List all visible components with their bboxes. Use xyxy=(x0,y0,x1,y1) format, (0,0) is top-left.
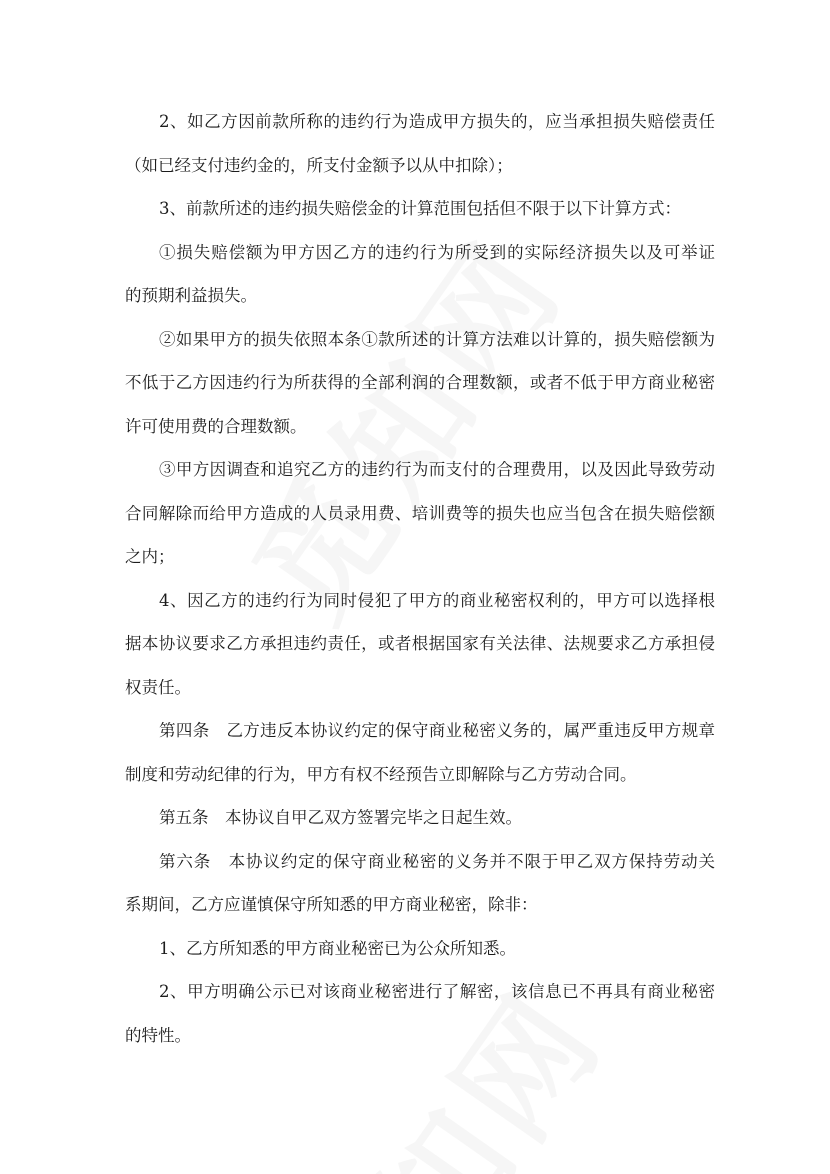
paragraph-line: 制度和劳动纪律的行为，甲方有权不经预告立即解除与乙方劳动合同。 xyxy=(125,764,637,784)
paragraph-article-6 xyxy=(125,840,715,927)
paragraph-line: 权责任。 xyxy=(125,677,191,697)
document-body xyxy=(125,100,715,1057)
paragraph-line: 合同解除而给甲方造成的人员录用费、培训费等的损失也应当包含在损失赔偿额 xyxy=(125,503,715,523)
paragraph-line: 4、因乙方的违约行为同时侵犯了甲方的商业秘密权利的，甲方可以选择根 xyxy=(159,590,715,610)
paragraph-item-2 xyxy=(125,318,715,449)
paragraph-line: 之内； xyxy=(125,547,175,566)
paragraph-line: 1、乙方所知悉的甲方商业秘密已为公众所知悉。 xyxy=(159,938,516,958)
paragraph-line: ①损失赔偿额为甲方因乙方的违约行为所受到的实际经济损失以及可举证 xyxy=(159,242,715,262)
paragraph-clause-2 xyxy=(125,100,715,187)
paragraph-item-3 xyxy=(125,448,715,579)
paragraph-line: 系期间，乙方应谨慎保守所知悉的甲方商业秘密，除非： xyxy=(125,895,538,914)
paragraph-line: 的特性。 xyxy=(125,1025,191,1045)
paragraph-exception-2 xyxy=(125,970,715,1057)
paragraph-line: 据本协议要求乙方承担违约责任，或者根据国家有关法律、法规要求乙方承担侵 xyxy=(125,634,715,653)
paragraph-line: ③甲方因调查和追究乙方的违约行为而支付的合理费用，以及因此导致劳动 xyxy=(159,460,715,479)
paragraph-exception-1 xyxy=(125,927,715,971)
paragraph-line: ②如果甲方的损失依照本条①款所述的计算方法难以计算的，损失赔偿额为 xyxy=(159,329,715,349)
paragraph-line: 2、甲方明确公示已对该商业秘密进行了解密，该信息已不再具有商业秘密 xyxy=(159,982,715,1001)
paragraph-line: 不低于乙方因违约行为所获得的全部利润的合理数额，或者不低于甲方商业秘密 xyxy=(125,373,715,392)
paragraph-clause-4 xyxy=(125,579,715,710)
paragraph-line: 2、如乙方因前款所称的违约行为造成甲方损失的，应当承担损失赔偿责任 xyxy=(159,112,715,131)
paragraph-line: 第六条 本协议约定的保守商业秘密的义务并不限于甲乙双方保持劳动关 xyxy=(159,851,715,871)
paragraph-line: 第四条 乙方违反本协议约定的保守商业秘密义务的，属严重违反甲方规章 xyxy=(159,721,715,740)
paragraph-article-4 xyxy=(125,709,715,796)
paragraph-item-1 xyxy=(125,231,715,318)
paragraph-line: 3、前款所述的违约损失赔偿金的计算范围包括但不限于以下计算方式： xyxy=(159,199,681,218)
paragraph-line: （如已经支付违约金的，所支付金额予以从中扣除）； xyxy=(125,155,513,175)
paragraph-clause-3 xyxy=(125,187,715,231)
paragraph-article-5 xyxy=(125,796,715,840)
paragraph-line: 许可使用费的合理数额。 xyxy=(125,416,307,436)
paragraph-line: 的预期利益损失。 xyxy=(125,286,257,305)
paragraph-line: 第五条 本协议自甲乙双方签署完毕之日起生效。 xyxy=(159,808,522,827)
